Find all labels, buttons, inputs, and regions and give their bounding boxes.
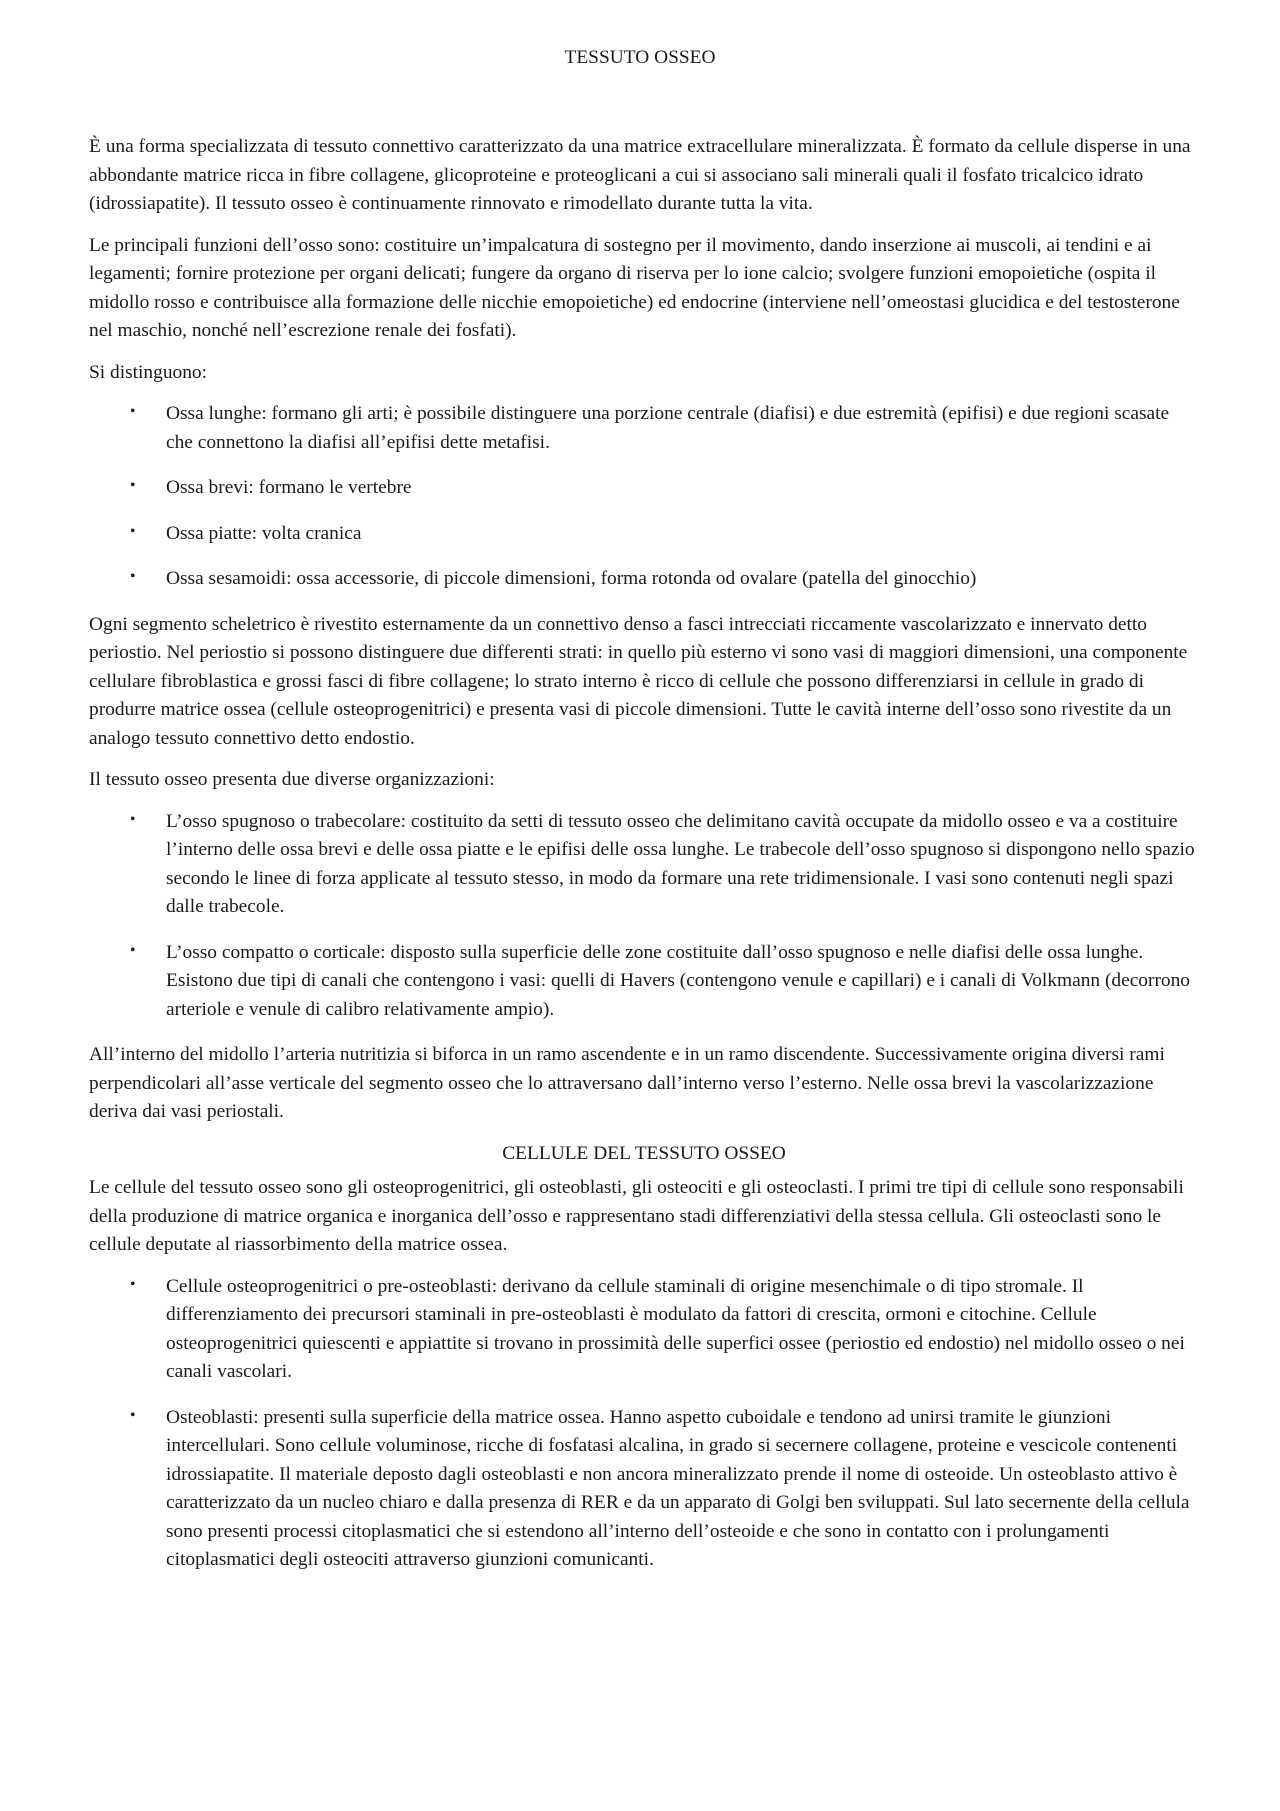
bone-organization-list — [89, 808, 1199, 1025]
list-item-text: Ossa lunghe: formano gli arti; è possibile distinguere una porzione centrale (diafisi) e due estremità (epifisi) e due regioni scasate che connettono la diafisi all’epifisi dette metafisi. — [166, 403, 1170, 453]
paragraph-definition: È una forma specializzata di tessuto connettivo caratterizzato da una matrice extracellulare mineralizzata. È formato da cellule disperse in una abbondante matrice ricca in fibre collagene, glicoproteine e proteoglicani a cui si associano sali minerali quali il fosfato tricalcico idrato (idrossiapatite). Il tessuto osseo è continuamente rinnovato e rimodellato durante tutta la vita. — [89, 136, 1191, 214]
list-item-text: Osteoblasti: presenti sulla superficie della matrice ossea. Hanno aspetto cuboidale e tendono ad unirsi tramite le giunzioni intercellulari. Sono cellule voluminose, ricche di fosfatasi alcalina, in grado si secernere collagene, proteine e vescicole contenenti idrossiapatite. Il materiale deposto dagli osteoblasti e non ancora mineralizzato prende il nome di osteoide. Un osteoblasto attivo è caratterizzato da un nucleo chiaro e dalla presenza di RER e da un apparato di Golgi ben sviluppati. Sul lato secernente della cellula sono presenti processi citoplasmatici che si estendono all’interno dell’osteoide e che sono in contatto con i prolungamenti citoplasmatici degli osteociti attraverso giunzioni comunicanti. — [166, 1406, 1190, 1570]
bone-types-list — [89, 400, 1199, 594]
list-item — [89, 400, 1199, 457]
list-item — [89, 939, 1199, 1025]
document-body — [89, 133, 1199, 1592]
paragraph-vascularization: All’interno del midollo l’arteria nutritizia si biforca in un ramo ascendente e in un ramo discendente. Successivamente origina diversi rami perpendicolari all’asse verticale del segmento osseo che lo attraversano dall’interno verso l’esterno. Nelle ossa brevi la vascolarizzazione deriva dai vasi periostali. — [89, 1044, 1165, 1122]
document-title: TESSUTO OSSEO — [564, 47, 716, 68]
list-item — [89, 1404, 1199, 1575]
bullet-icon: • — [130, 522, 136, 540]
bullet-icon: • — [130, 1275, 136, 1293]
list-item-text: L’osso spugnoso o trabecolare: costituito da setti di tessuto osseo che delimitano cavità occupate da midollo osseo e va a costituire l’interno delle ossa brevi e delle ossa piatte e le epifisi delle ossa lunghe. Le trabecole dell’osso spugnoso si dispongono nello spazio secondo le linee di forza applicate al tessuto stesso, in modo da formare una rete tridimensionale. I vasi sono contenuti negli spazi dalle trabecole. — [166, 810, 1195, 917]
bullet-icon: • — [130, 403, 136, 420]
list-item — [89, 565, 1199, 594]
bullet-icon: • — [130, 568, 136, 585]
paragraph-functions: Le principali funzioni dell’osso sono: costituire un’impalcatura di sostegno per il movimento, dando inserzione ai muscoli, ai tendini e ai legamenti; fornire protezione per organi delicati; fungere da organo di riserva per lo ione calcio; svolgere funzioni emopoietiche (ospita il midollo rosso e contribuisce alla formazione delle nicchie emopoietiche) ed endocrine (interviene nell’omeostasi glucidica e del testosterone nel maschio, nonché nell’escrezione renale dei fosfati). — [89, 234, 1180, 341]
list-item — [89, 808, 1199, 922]
list-item-text: Ossa sesamoidi: ossa accessorie, di piccole dimensioni, forma rotonda od ovalare (patella del ginocchio) — [166, 568, 977, 589]
bullet-icon: • — [130, 1406, 136, 1424]
list-item-text: Ossa piatte: volta cranica — [166, 522, 362, 544]
section-heading-cells: CELLULE DEL TESSUTO OSSEO — [502, 1142, 786, 1164]
list-item-text: L’osso compatto o corticale: disposto sulla superficie delle zone costituite dall’osso spugnoso e nelle diafisi delle ossa lunghe. Esistono due tipi di canali che contengono i vasi: quelli di Havers (contengono venule e capillari) e i canali di Volkmann (decorrono arteriole e venule di calibro relativamente ampio). — [166, 941, 1191, 1020]
paragraph-cells-intro: Le cellule del tessuto osseo sono gli osteoprogenitrici, gli osteoblasti, gli osteociti e gli osteoclasti. I primi tre tipi di cellule sono responsabili della produzione di matrice organica e inorganica dell’osso e rappresentano stadi differenziativi della stessa cellula. Gli osteoclasti sono le cellule deputate al riassorbimento della matrice ossea. — [89, 1177, 1184, 1255]
bullet-icon: • — [130, 810, 136, 828]
bullet-icon: • — [130, 941, 136, 959]
bone-cells-list — [89, 1273, 1199, 1575]
list-item — [89, 520, 1199, 549]
paragraph-organizations-intro: Il tessuto osseo presenta due diverse organizzazioni: — [89, 769, 495, 790]
list-item — [89, 474, 1199, 503]
bullet-icon: • — [130, 477, 136, 494]
paragraph-classification-intro: Si distinguono: — [89, 361, 207, 383]
list-item-text: Ossa brevi: formano le vertebre — [166, 477, 412, 498]
list-item-text: Cellule osteoprogenitrici o pre-osteoblasti: derivano da cellule staminali di origine mesenchimale o di tipo stromale. Il differenziamento dei precursori staminali in pre-osteoblasti è modulato da fattori di crescita, ormoni e citochine. Cellule osteoprogenitrici quiescenti e appiattite si trovano in prossimità delle superfici ossee (periostio ed endostio) nel midollo osseo o nei canali vascolari. — [166, 1275, 1185, 1382]
list-item — [89, 1273, 1199, 1387]
paragraph-periosteum: Ogni segmento scheletrico è rivestito esternamente da un connettivo denso a fasci intrecciati riccamente vascolarizzato e innervato detto periostio. Nel periostio si possono distinguere due differenti strati: in quello più esterno vi sono vasi di maggiori dimensioni, una componente cellulare fibroblastica e grossi fasci di fibre collagene; lo strato interno è ricco di cellule che possono differenziarsi in cellule in grado di produrre matrice ossea (cellule osteoprogenitrici) e presenta vasi di piccole dimensioni. Tutte le cavità interne dell’osso sono rivestite da un analogo tessuto connettivo detto endostio. — [89, 613, 1188, 749]
